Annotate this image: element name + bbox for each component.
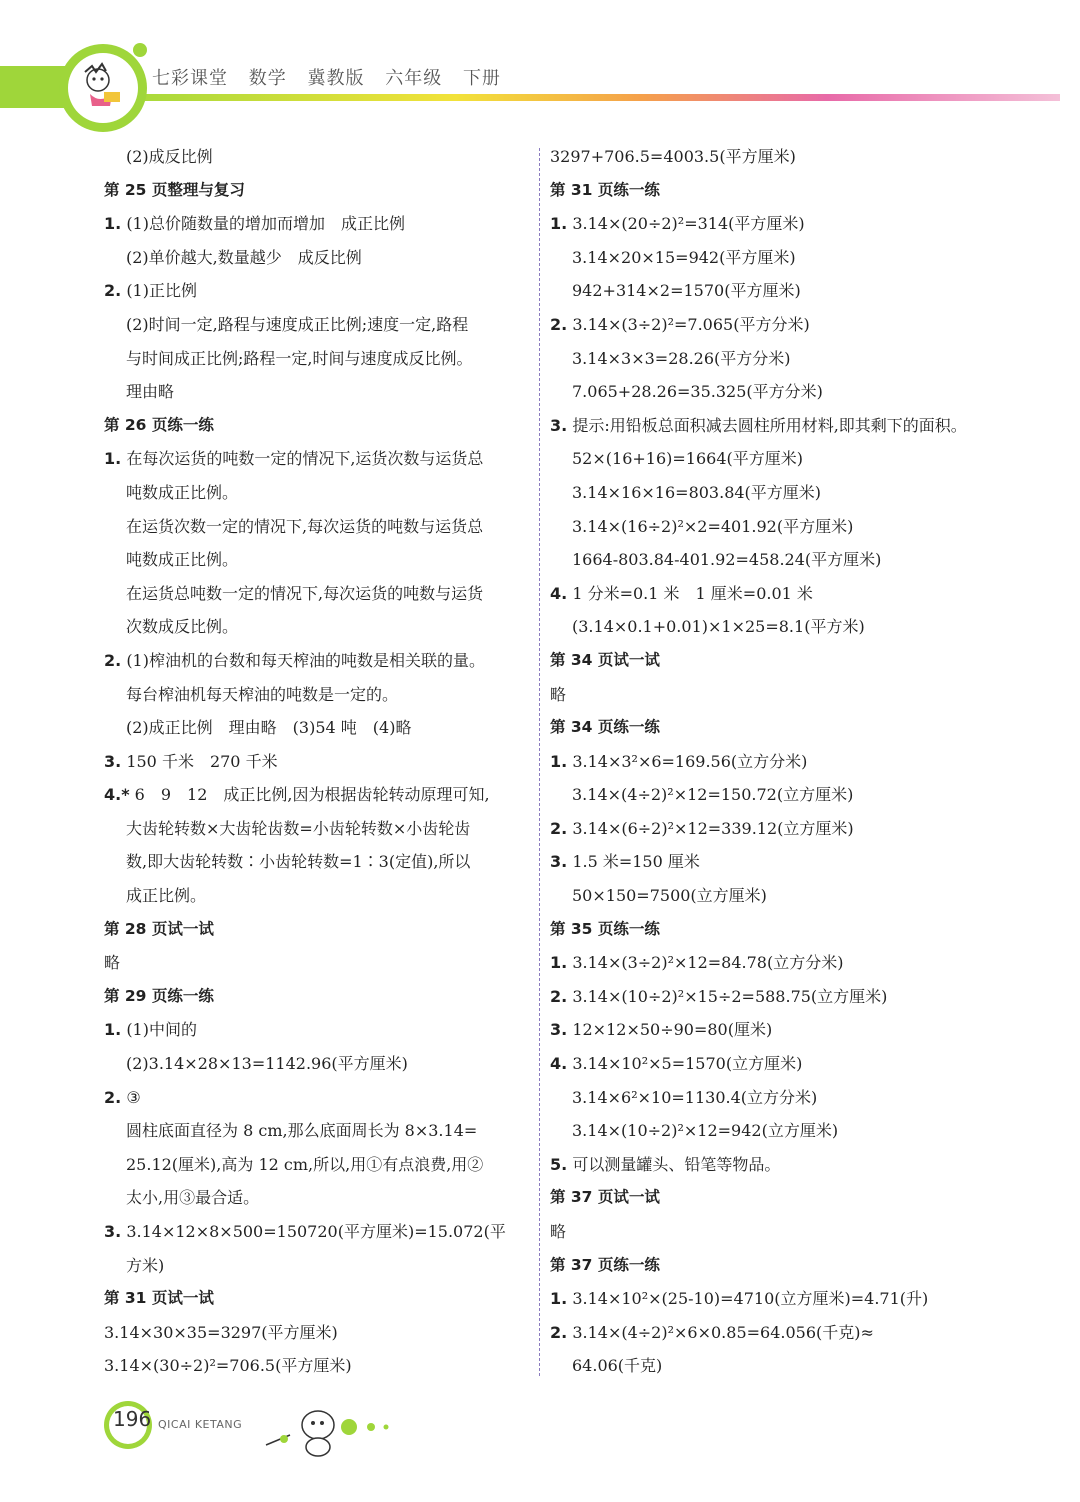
- answer-line: [104, 1148, 534, 1182]
- answer-line: [104, 1181, 534, 1215]
- question-number: 3.: [550, 415, 568, 435]
- question-number: 2.: [104, 650, 122, 670]
- section-heading: [550, 1181, 990, 1215]
- line-text: 3.14×(20÷2)²=314(平方厘米): [572, 214, 805, 234]
- answer-line: [550, 510, 990, 544]
- line-text: 太小,用③最合适。: [126, 1188, 260, 1208]
- line-text: 成正比例。: [126, 886, 207, 906]
- section-heading: [550, 174, 990, 208]
- answer-line: [550, 610, 990, 644]
- question-number: 4.: [550, 583, 568, 603]
- answer-line: [104, 375, 534, 409]
- line-text: 3.14×(6÷2)²×12=339.12(立方厘米): [572, 818, 854, 838]
- line-text: 数,即大齿轮转数∶小齿轮转数=1∶3(定值),所以: [126, 852, 471, 872]
- answer-line: [104, 308, 534, 342]
- brand-name: 七彩课堂: [152, 68, 228, 89]
- line-text: (2)时间一定,路程与速度成正比例;速度一定,路程: [126, 314, 469, 334]
- section-heading: [550, 711, 990, 745]
- footer-dot-small: [384, 1425, 389, 1430]
- question-number: 1.: [550, 214, 568, 234]
- question-number: 3.: [104, 751, 122, 771]
- column-divider: [539, 148, 540, 1376]
- line-text: 1 分米=0.1 米 1 厘米=0.01 米: [572, 583, 813, 603]
- answer-line: [104, 510, 534, 544]
- line-text: 64.06(千克): [572, 1356, 663, 1376]
- line-text: (2)成正比例 理由略 (3)54 吨 (4)略: [126, 718, 412, 738]
- question-number: 3.: [104, 1222, 122, 1241]
- line-text: (1)正比例: [126, 281, 197, 301]
- answer-line: [550, 308, 990, 342]
- answer-line: [550, 476, 990, 510]
- line-text: (2)单价越大,数量越少 成反比例: [126, 247, 362, 267]
- answer-line: [550, 543, 990, 577]
- line-text: 3.14×12×8×500=150720(平方厘米)=15.072(平: [126, 1222, 506, 1241]
- line-text: 3297+706.5=4003.5(平方厘米): [550, 147, 796, 166]
- line-text: 略: [104, 953, 121, 973]
- answer-line: [104, 778, 534, 812]
- question-number: 1.: [550, 1289, 568, 1309]
- logo-dot: [133, 43, 147, 57]
- subject-name: 数学: [248, 68, 287, 89]
- question-number: 2.: [550, 1322, 568, 1342]
- answer-line: [550, 1013, 990, 1047]
- line-text: ③: [126, 1087, 141, 1107]
- question-number: 3.: [550, 852, 568, 872]
- footer-dot-medium: [367, 1423, 375, 1431]
- answer-line: [550, 1047, 990, 1081]
- answer-line: [550, 577, 990, 611]
- answer-line: [104, 1316, 534, 1350]
- question-number: 2.: [550, 986, 568, 1006]
- line-text: 略: [550, 1222, 567, 1241]
- answer-line: [550, 1316, 990, 1350]
- line-text: 第 35 页练一练: [550, 919, 660, 938]
- question-number: 5.: [550, 1154, 568, 1174]
- answer-line: [550, 879, 990, 913]
- answer-line: [550, 1081, 990, 1115]
- answer-line: [104, 342, 534, 376]
- line-text: 3.14×30×35=3297(平方厘米): [104, 1322, 338, 1342]
- line-text: 1664-803.84-401.92=458.24(平方厘米): [572, 550, 882, 570]
- answer-line: [550, 241, 990, 275]
- answer-line: [104, 644, 534, 678]
- answer-line: [550, 778, 990, 812]
- question-number: 1.: [104, 214, 122, 234]
- line-text: (1)总价随数量的增加而增加 成正比例: [126, 214, 405, 234]
- line-text: 第 29 页练一练: [104, 986, 214, 1005]
- answer-line: [104, 879, 534, 913]
- line-text: 理由略: [126, 382, 175, 402]
- answer-line: [550, 140, 990, 174]
- answer-line: [550, 845, 990, 879]
- answer-line: [104, 476, 534, 510]
- answer-line: [550, 1215, 990, 1249]
- line-text: 方米): [126, 1255, 165, 1275]
- line-text: 3.14×(3÷2)²=7.065(平方分米): [572, 314, 810, 334]
- line-text: 每台榨油机每天榨油的吨数是一定的。: [126, 684, 399, 704]
- page-number: 196: [113, 1407, 152, 1431]
- question-number: 1.: [550, 953, 568, 973]
- answer-line: [550, 274, 990, 308]
- line-text: 942+314×2=1570(平方厘米): [572, 281, 801, 301]
- answer-line: [104, 946, 534, 980]
- line-text: 3.14×10²×5=1570(立方厘米): [572, 1054, 803, 1074]
- line-text: 第 31 页试一试: [104, 1289, 214, 1308]
- line-text: 3.14×3²×6=169.56(立方分米): [572, 751, 808, 771]
- page-header: [0, 0, 1080, 150]
- line-text: 第 25 页整理与复习: [104, 180, 245, 199]
- answer-line: [104, 1114, 534, 1148]
- line-text: 提示:用铅板总面积减去圆柱所用材料,即其剩下的面积。: [572, 415, 967, 435]
- line-text: 第 26 页练一练: [104, 415, 214, 434]
- grade-name: 六年级: [385, 68, 443, 89]
- section-heading: [550, 1249, 990, 1283]
- answer-line: [104, 1047, 534, 1081]
- section-heading: [104, 913, 534, 947]
- section-heading: [550, 644, 990, 678]
- question-number: 2.: [550, 818, 568, 838]
- question-number: 2.: [104, 1087, 122, 1107]
- answer-line: [550, 812, 990, 846]
- answer-line: [104, 1013, 534, 1047]
- answer-line: [104, 1081, 534, 1115]
- question-number: 3.: [550, 1020, 568, 1040]
- footer-brand: QICAI KETANG: [158, 1418, 243, 1431]
- line-text: 1.5 米=150 厘米: [572, 852, 700, 872]
- line-text: 第 34 页练一练: [550, 718, 660, 737]
- volume-name: 下册: [462, 68, 501, 89]
- answer-line: [550, 1282, 990, 1316]
- cartoon-dog-icon: [266, 1411, 334, 1456]
- answer-line: [550, 342, 990, 376]
- line-text: 吨数成正比例。: [126, 482, 239, 502]
- book-title: [152, 64, 515, 90]
- line-text: 圆柱底面直径为 8 cm,那么底面周长为 8×3.14=: [126, 1121, 478, 1141]
- answer-line: [550, 745, 990, 779]
- answer-line: [104, 845, 534, 879]
- section-heading: [104, 980, 534, 1014]
- answer-line: [550, 1148, 990, 1182]
- line-text: 3.14×(4÷2)²×12=150.72(立方厘米): [572, 785, 854, 805]
- answer-line: [104, 678, 534, 712]
- answer-line: [104, 140, 534, 174]
- line-text: 3.14×(10÷2)²×12=942(立方厘米): [572, 1121, 839, 1141]
- line-text: 3.14×16×16=803.84(平方厘米): [572, 482, 822, 502]
- line-text: 第 34 页试一试: [550, 650, 660, 669]
- answer-line: [104, 442, 534, 476]
- line-text: 吨数成正比例。: [126, 550, 239, 570]
- line-text: (1)中间的: [126, 1020, 197, 1040]
- line-text: 3.14×(16÷2)²×2=401.92(平方厘米): [572, 516, 854, 536]
- question-number: 4.: [550, 1054, 568, 1074]
- line-text: 3.14×(30÷2)²=706.5(平方厘米): [104, 1356, 352, 1376]
- line-text: 7.065+28.26=35.325(平方分米): [572, 382, 823, 402]
- left-answer-column: [104, 140, 534, 1383]
- line-text: 3.14×(4÷2)²×6×0.85=64.056(千克)≈: [572, 1322, 874, 1342]
- answer-line: [104, 543, 534, 577]
- line-text: 3.14×20×15=942(平方厘米): [572, 247, 796, 267]
- line-text: 在运货总吨数一定的情况下,每次运货的吨数与运货: [126, 583, 484, 603]
- line-text: 150 千米 270 千米: [126, 751, 278, 771]
- right-answer-column: [550, 140, 990, 1383]
- question-number: 1.: [550, 751, 568, 771]
- answer-line: [550, 1114, 990, 1148]
- line-text: 大齿轮转数×大齿轮齿数=小齿轮转数×小齿轮齿: [126, 818, 471, 838]
- answer-line: [104, 274, 534, 308]
- line-text: 3.14×10²×(25-10)=4710(立方厘米)=4.71(升): [572, 1289, 929, 1309]
- line-text: 第 31 页练一练: [550, 180, 660, 199]
- answer-line: [104, 1249, 534, 1283]
- answer-line: [104, 207, 534, 241]
- answer-line: [550, 946, 990, 980]
- answer-line: [550, 409, 990, 443]
- line-text: (3.14×0.1+0.01)×1×25=8.1(平方米): [572, 617, 865, 637]
- edition-name: 冀教版: [307, 68, 365, 89]
- line-text: 次数成反比例。: [126, 617, 239, 637]
- answer-line: [550, 1349, 990, 1383]
- answer-line: [104, 1349, 534, 1383]
- footer-dot-large: [341, 1419, 357, 1435]
- line-text: 25.12(厘米),高为 12 cm,所以,用①有点浪费,用②: [126, 1154, 484, 1174]
- line-text: 3.14×6²×10=1130.4(立方分米): [572, 1087, 818, 1107]
- question-number: 2.: [550, 314, 568, 334]
- line-text: 第 37 页试一试: [550, 1188, 660, 1207]
- line-text: 第 37 页练一练: [550, 1255, 660, 1274]
- section-heading: [104, 409, 534, 443]
- answer-line: [550, 207, 990, 241]
- answer-line: [550, 375, 990, 409]
- line-text: (2)成反比例: [126, 147, 213, 166]
- section-heading: [104, 1282, 534, 1316]
- line-text: 在运货次数一定的情况下,每次运货的吨数与运货总: [126, 516, 484, 536]
- answer-line: [104, 812, 534, 846]
- answer-line: [550, 442, 990, 476]
- question-number: 4.*: [104, 785, 130, 805]
- answer-line: [104, 610, 534, 644]
- line-text: 52×(16+16)=1664(平方厘米): [572, 449, 803, 469]
- answer-line: [104, 745, 534, 779]
- answer-line: [550, 980, 990, 1014]
- answer-line: [550, 678, 990, 712]
- section-heading: [104, 174, 534, 208]
- question-number: 2.: [104, 281, 122, 301]
- answer-line: [104, 241, 534, 275]
- line-text: 可以测量罐头、铅笔等物品。: [572, 1154, 781, 1174]
- line-text: (1)榨油机的台数和每天榨油的吨数是相关联的量。: [126, 650, 485, 670]
- answer-line: [104, 1215, 534, 1249]
- line-text: 在每次运货的吨数一定的情况下,运货次数与运货总: [126, 449, 484, 469]
- line-text: 12×12×50÷90=80(厘米): [572, 1020, 773, 1040]
- line-text: 第 28 页试一试: [104, 919, 214, 938]
- line-text: 3.14×(3÷2)²×12=84.78(立方分米): [572, 953, 844, 973]
- section-heading: [550, 913, 990, 947]
- question-number: 1.: [104, 449, 122, 469]
- line-text: (2)3.14×28×13=1142.96(平方厘米): [126, 1054, 408, 1074]
- question-number: 1.: [104, 1020, 122, 1040]
- answer-line: [104, 711, 534, 745]
- rainbow-stripe: [130, 94, 1060, 101]
- line-text: 6 9 12 成正比例,因为根据齿轮转动原理可知,: [134, 785, 490, 805]
- line-text: 3.14×3×3=28.26(平方分米): [572, 348, 791, 368]
- line-text: 与时间成正比例;路程一定,时间与速度成反比例。: [126, 348, 473, 368]
- answer-line: [104, 577, 534, 611]
- line-text: 50×150=7500(立方厘米): [572, 886, 767, 906]
- line-text: 略: [550, 684, 567, 704]
- line-text: 3.14×(10÷2)²×15÷2=588.75(立方厘米): [572, 986, 888, 1006]
